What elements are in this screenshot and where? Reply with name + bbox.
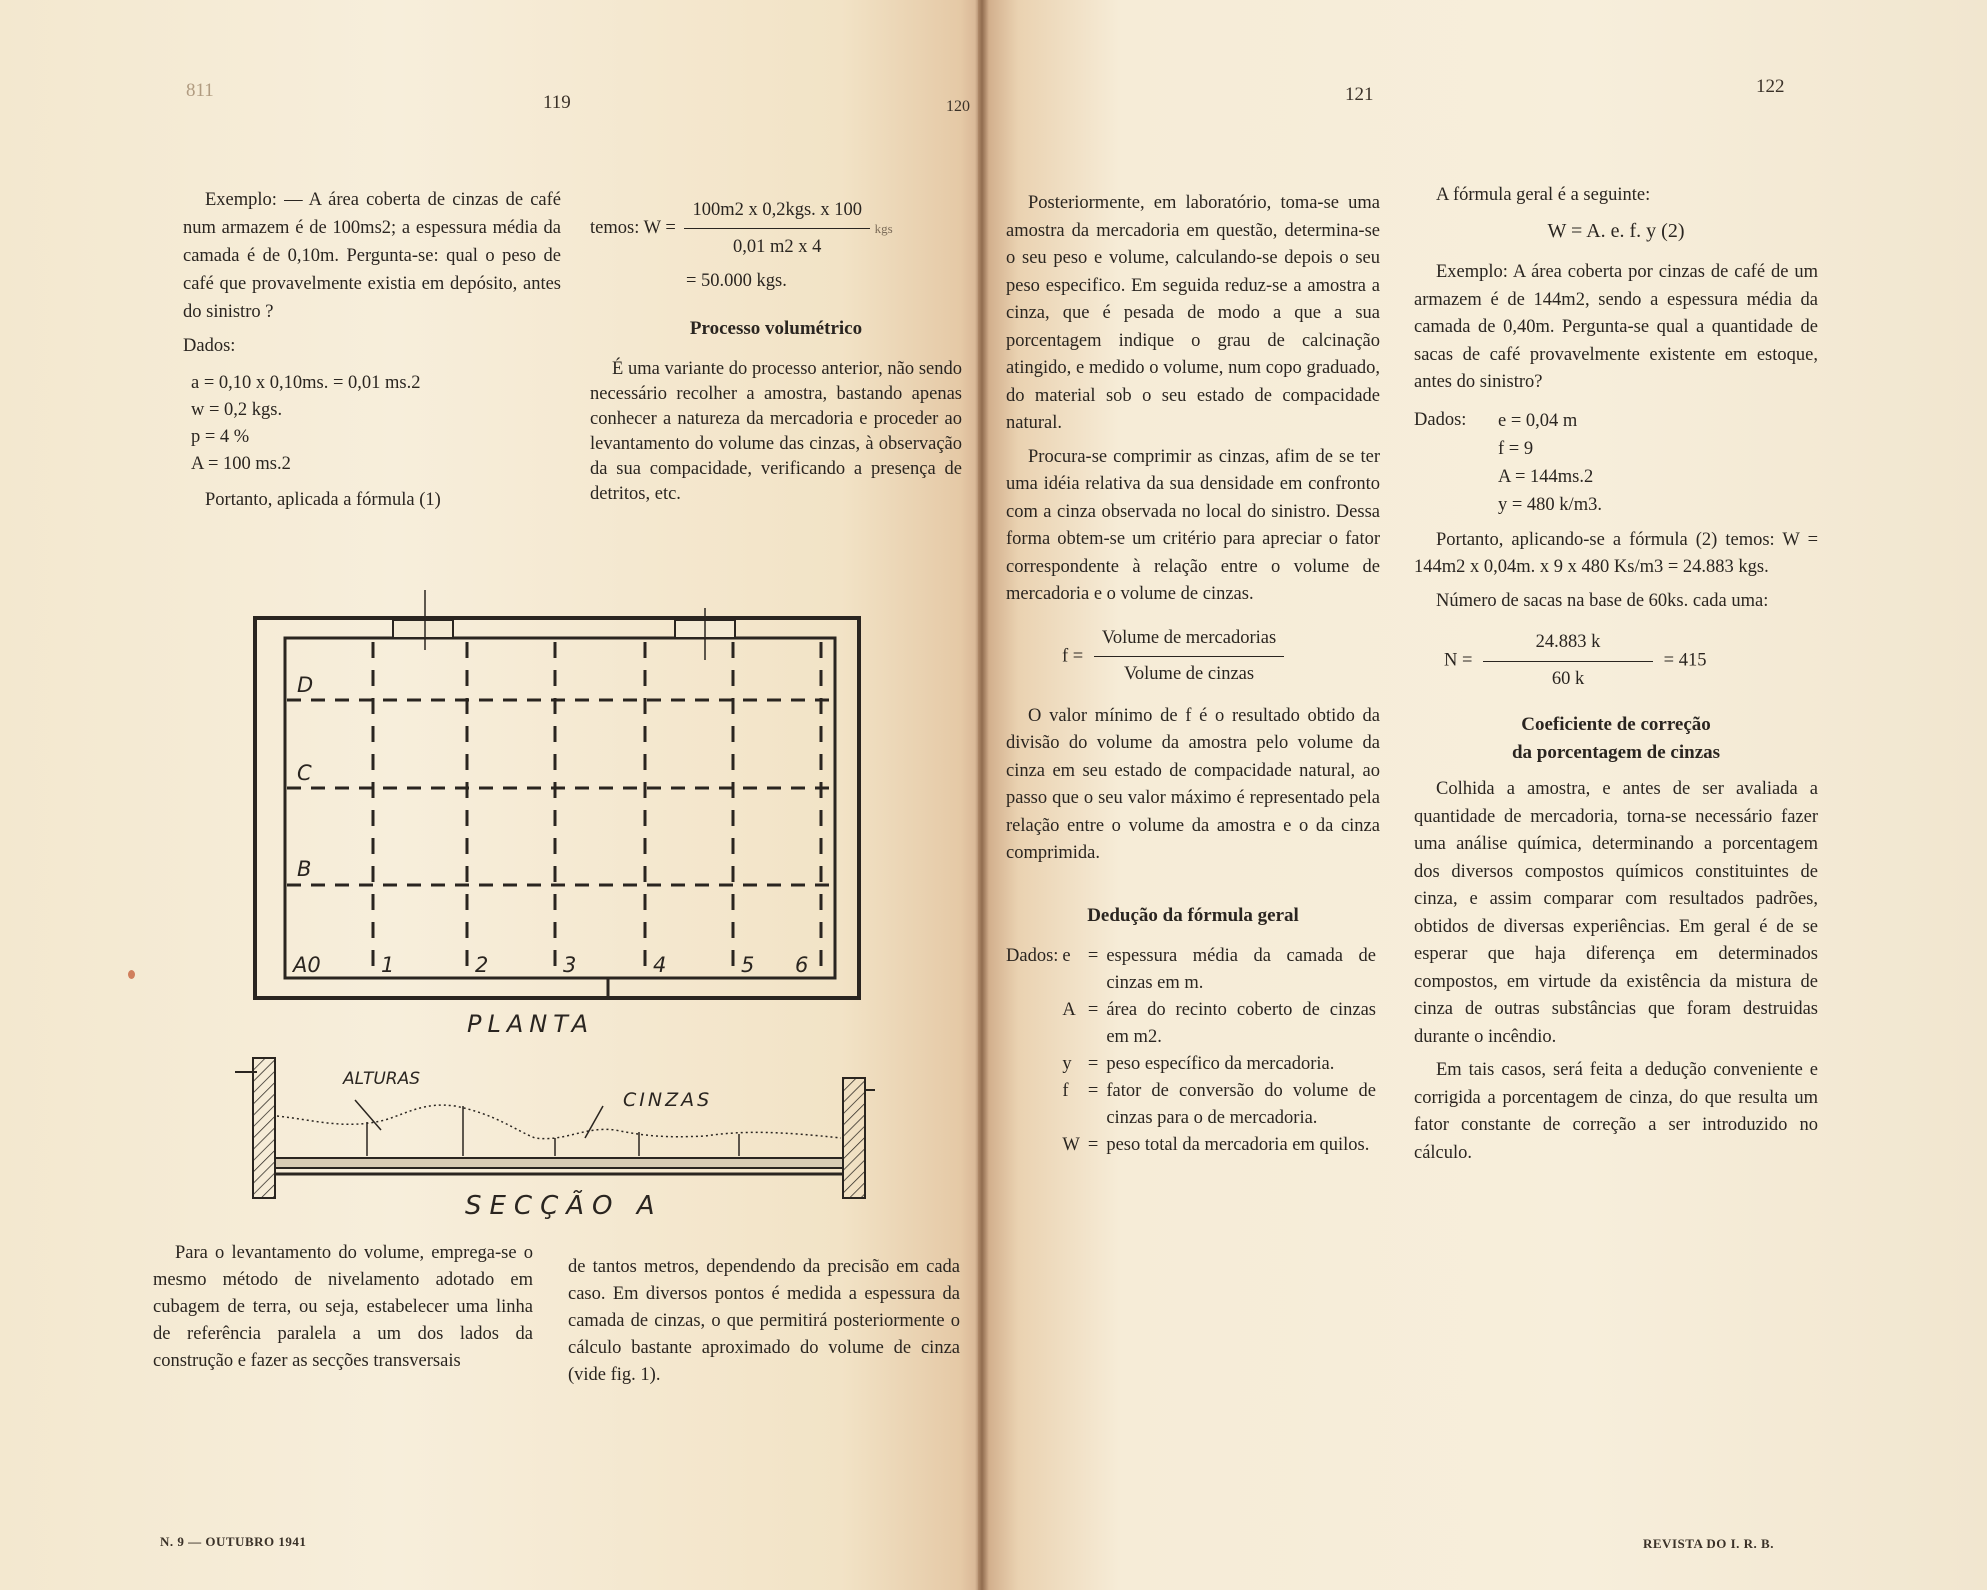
fraction-numerator: 100m2 x 0,2kgs. x 100: [684, 196, 870, 229]
def-text: espessura média da camada de cinzas em m.: [1106, 946, 1376, 993]
row-label-b: B: [297, 857, 312, 881]
volumetrico-paragraph: É uma variante do processo anterior, não sendo necessário recolher a amostra, bastando apenas conhecer a natureza da mercadoria e proceder ao levantamento do volume das cinzas, à observação da sua compacidade, verificando a presença de detritos, etc.: [590, 359, 962, 504]
weight-fraction: [684, 196, 870, 261]
definition-row: [1058, 1078, 1380, 1132]
dados-item: y = 480 k/m3.: [1498, 494, 1602, 515]
example-2-paragraph: Exemplo: A área coberta por cinzas de café de um armazem é de 144m2, sendo a espessura média da camada de 0,40m. Pergunta-se qual a quantidade de sacas de café provavelmente existente em estoque, antes do sinistro?: [1414, 262, 1818, 392]
cinzas-pointer: [585, 1106, 603, 1138]
n-label: N =: [1444, 650, 1473, 671]
height-markers: [367, 1106, 739, 1156]
def-equals: =: [1087, 1000, 1099, 1020]
weight-equation: [590, 196, 962, 261]
dados-label: Dados:: [183, 336, 236, 356]
weight-result: = 50.000 kgs.: [686, 271, 787, 291]
continuation-paragraph: de tantos metros, dependendo da precisão em cada caso. Em diversos pontos é medida a espessura da camada de cinzas, o que permitirá posteriormente o cálculo bastante aproximado do volume de cinza (vide fig. 1).: [568, 1257, 960, 1385]
section-heading-porcentagem: da porcentagem de cinzas: [1511, 741, 1721, 763]
def-text: peso total da mercadoria em quilos.: [1106, 1135, 1370, 1155]
page-number-119: 119: [543, 92, 571, 113]
def-symbol: y: [1062, 1054, 1072, 1074]
col-label-1: 1: [381, 953, 395, 977]
def-equals: =: [1087, 1081, 1099, 1101]
n-result: = 415: [1663, 650, 1707, 671]
example-2-dados-label: Dados:: [1414, 409, 1467, 430]
section-wall-left: [253, 1058, 275, 1198]
row-label-c: C: [297, 761, 312, 785]
footer-journal: REVISTA DO I. R. B.: [1643, 1536, 1774, 1551]
col-label-5: 5: [741, 953, 755, 977]
definitions-table: [1058, 943, 1380, 1159]
n-equation: [1444, 629, 1818, 693]
dados-item: A = 144ms.2: [1498, 466, 1594, 487]
n-fraction: [1483, 629, 1653, 693]
alturas-label: ALTURAS: [343, 1069, 421, 1089]
def-equals: =: [1087, 1054, 1099, 1074]
definition-row: [1058, 997, 1380, 1051]
valor-minimo-paragraph: O valor mínimo de f é o resultado obtido da divisão do volume da amostra pelo volume da cinza em seu estado de compacidade natural, ao passo que o seu valor máximo é representado pela relação entre o volume da amostra e o da cinza comprimida.: [1006, 705, 1380, 863]
laboratorio-paragraph: Posteriormente, em laboratório, toma-se uma amostra da mercadoria em questão, determina-se o seu peso e volume, calculando-se depois o seu peso especifico. Em seguida reduz-se a amostra a cinza, que é pesada de modo a que a sua porcentagem indique o grau de calcinação atingido, e medido o volume, num copo graduado, do material sob o seu estado de compacidade natural.: [1006, 193, 1380, 433]
def-text: fator de conversão do volume de cinzas para o de mercadoria.: [1106, 1081, 1376, 1128]
column-1: [183, 186, 561, 520]
section-heading-volumetrico: Processo volumétrico: [689, 318, 863, 339]
example-paragraph: Exemplo: — A área coberta de cinzas de café num armazem é de 100ms2; a espessura média da camada é de 0,10m. Pergunta-se: qual o peso de café que provavelmente existia em depósito, antes do sinistro ?: [183, 190, 561, 322]
numero-sacas-text: Número de sacas na base de 60ks. cada uma:: [1436, 590, 1769, 611]
row-label-a0: A0: [293, 953, 321, 977]
section-heading-deducao: Dedução da fórmula geral: [1087, 904, 1299, 926]
comprimir-paragraph: Procura-se comprimir as cinzas, afim de se ter uma idéia relativa da sua densidade em confronto com a cinza observada no local do sinistro. Dessa forma obtem-se um critério para apreciar o fator correspondente à relação entre o volume de mercadoria e o volume de cinzas.: [1006, 446, 1380, 604]
ash-profile: [277, 1105, 841, 1139]
cinzas-label: CINZAS: [623, 1089, 713, 1111]
seccao-label: SECÇÃO A: [465, 1191, 663, 1221]
f-fraction: [1094, 625, 1284, 689]
alturas-pointer: [355, 1100, 381, 1130]
n-numerator: 24.883 k: [1483, 629, 1653, 662]
page-number-120: 120: [946, 98, 970, 115]
n-denominator: 60 k: [1551, 668, 1585, 689]
levantamento-paragraph: Para o levantamento do volume, emprega-se o mesmo método de nivelamento adotado em cubagem de terra, ou seja, estabelecer uma linha de referência paralela a um dos lados da construção e fazer as secções transversais: [153, 1243, 533, 1371]
f-label: f =: [1062, 645, 1084, 666]
f-equation: [1062, 625, 1380, 689]
column-4: [1414, 182, 1818, 1173]
def-equals: =: [1087, 946, 1099, 966]
page-number-121: 121: [1345, 84, 1374, 105]
bottom-column-1: [153, 1240, 533, 1381]
definition-row: [1058, 1051, 1380, 1078]
deducao-dados-label: Dados:: [1006, 946, 1059, 966]
col-label-2: 2: [475, 953, 489, 977]
dados-item: a = 0,10 x 0,10ms. = 0,01 ms.2: [191, 373, 421, 393]
column-2: [590, 196, 962, 513]
plan-outer-wall: [255, 618, 859, 998]
fraction-denominator: 0,01 m2 x 4: [733, 237, 822, 257]
f-numerator: Volume de mercadorias: [1094, 625, 1284, 658]
formula-intro: A fórmula geral é a seguinte:: [1436, 185, 1651, 205]
def-symbol: e: [1062, 946, 1071, 966]
dados-item: p = 4 %: [191, 427, 250, 447]
example-2-result: Portanto, aplicando-se a fórmula (2) temos: W = 144m2 x 0,04m. x 9 x 480 Ks/m3 = 24.883 kgs.: [1414, 529, 1818, 577]
stain-spot: [128, 970, 135, 979]
planta-label: PLANTA: [467, 1010, 595, 1038]
footer-issue: N. 9 — OUTUBRO 1941: [160, 1534, 307, 1549]
door-opening: [393, 620, 453, 638]
section-wall-right: [843, 1078, 865, 1198]
general-formula: W = A. e. f. y (2): [1547, 219, 1685, 242]
figure-1: [235, 590, 875, 1230]
section-floor: [275, 1158, 843, 1168]
fraction-unit: kgs: [874, 220, 893, 236]
portanto-text: Portanto, aplicada a fórmula (1): [205, 490, 441, 510]
plan-inner-wall: [285, 638, 835, 978]
example-2-dados-list: [1498, 407, 1602, 519]
def-symbol: A: [1062, 1000, 1076, 1020]
page-number-122: 122: [1756, 76, 1785, 97]
def-equals: =: [1087, 1135, 1099, 1155]
def-symbol: f: [1062, 1081, 1069, 1101]
col-label-4: 4: [653, 953, 667, 977]
f-denominator: Volume de cinzas: [1123, 664, 1255, 684]
definition-row: [1058, 943, 1380, 997]
example-2-dados: [1414, 407, 1818, 519]
dados-item: w = 0,2 kgs.: [191, 400, 283, 420]
dados-item: f = 9: [1498, 438, 1534, 459]
definition-row: [1058, 1132, 1380, 1159]
colhida-paragraph: Colhida a amostra, e antes de ser avaliada a quantidade de mercadoria, torna-se necessário fazer uma análise química, determinando a porcentagem dos diversos compostos químicos constituintes de cinza, e assim comparar com resultados padrões, obtidos de diversas experiências. Em geral é de se esperar que haja diferença em determinados compostos, em virtude da existência da mistura de cinza de outras substâncias que foram destruidas durante o incêndio.: [1414, 779, 1818, 1047]
dados-item: A = 100 ms.2: [191, 454, 291, 474]
def-text: área do recinto coberto de cinzas em m2.: [1106, 1000, 1376, 1047]
page-number-corner: 811: [186, 80, 214, 101]
dados-item: e = 0,04 m: [1498, 410, 1578, 431]
col-label-6: 6: [795, 953, 809, 977]
deducao-dados: [1006, 943, 1380, 1159]
temos-label: temos: W =: [590, 217, 676, 238]
column-3: [1006, 190, 1380, 1159]
bottom-column-2: [568, 1254, 960, 1395]
dados-list: [191, 370, 561, 478]
row-label-d: D: [297, 673, 314, 697]
section-heading-coeficiente: Coeficiente de correção: [1521, 714, 1711, 735]
def-text: peso específico da mercadoria.: [1106, 1054, 1335, 1074]
def-symbol: W: [1062, 1135, 1080, 1155]
tais-casos-paragraph: Em tais casos, será feita a dedução conveniente e corrigida a porcentagem de cinza, do que resulta um fator constante de correção a ser introduzido no cálculo.: [1414, 1060, 1818, 1163]
book-gutter: [975, 0, 989, 1590]
col-label-3: 3: [563, 953, 577, 977]
